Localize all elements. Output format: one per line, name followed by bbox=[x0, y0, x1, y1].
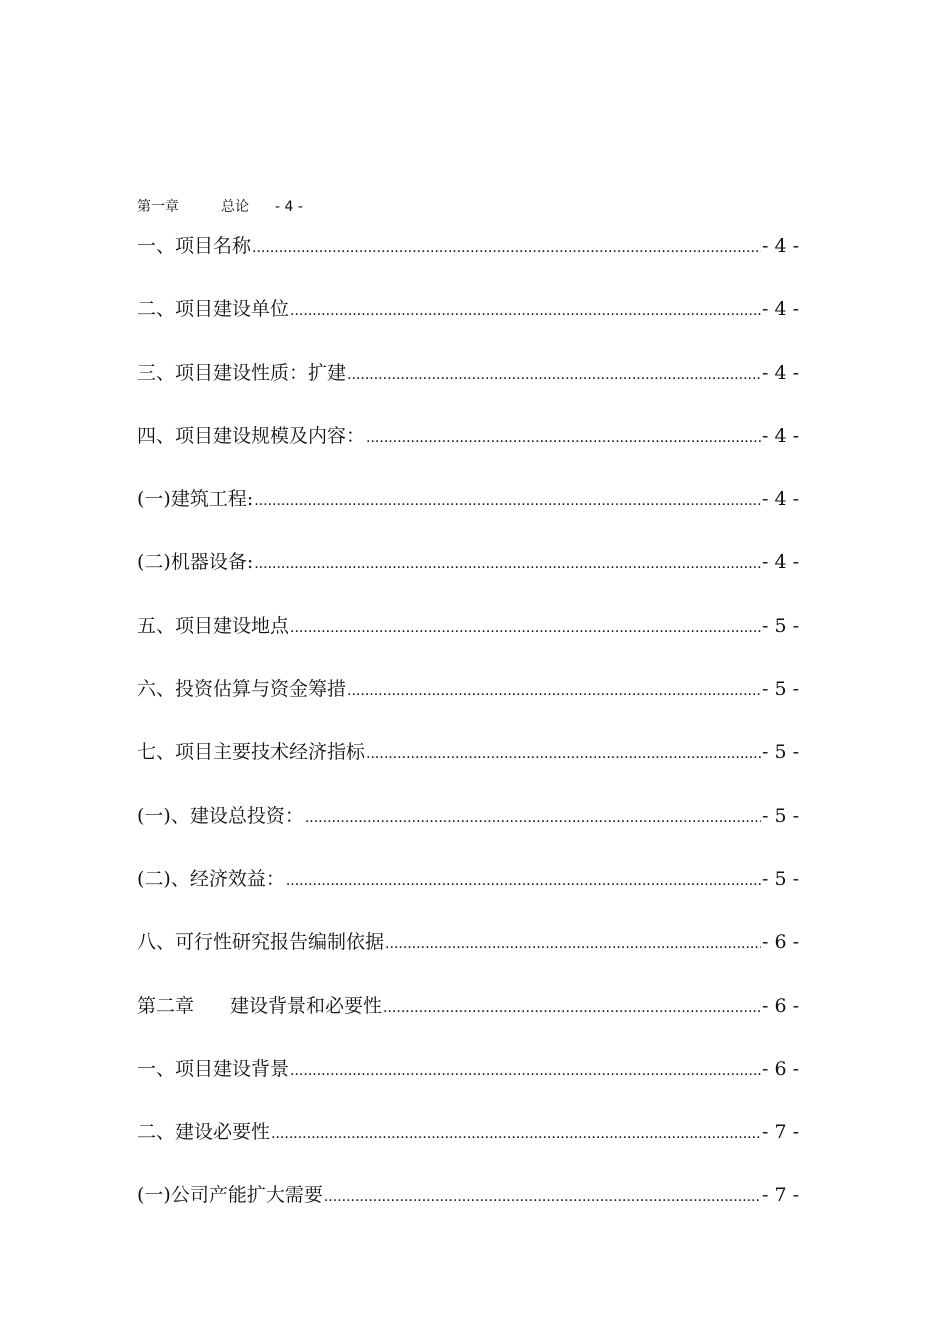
toc-entry-label: (二)、经济效益： bbox=[137, 867, 285, 890]
dot-leader bbox=[271, 1116, 761, 1152]
toc-entry[interactable] bbox=[137, 418, 799, 481]
toc-entry-label: 二、项目建设单位 bbox=[137, 298, 290, 321]
toc-entry-label: 四、项目建设规模及内容： bbox=[137, 424, 366, 447]
toc-entry-label: 一、项目名称 bbox=[137, 235, 252, 257]
chapter-page-number: - 4 - bbox=[275, 199, 303, 215]
chapter-title: 总论 bbox=[221, 199, 249, 215]
toc-entry-page: - 4 - bbox=[761, 551, 799, 574]
dot-leader bbox=[366, 736, 761, 772]
toc-entry[interactable] bbox=[137, 608, 799, 671]
toc-entry-page: - 4 - bbox=[761, 424, 799, 447]
toc-entry-label: (一)建筑工程: bbox=[137, 488, 254, 511]
dot-leader bbox=[324, 1179, 761, 1215]
toc-entry[interactable] bbox=[137, 1051, 799, 1114]
toc-entry-label: 八、可行性研究报告编制依据 bbox=[137, 931, 385, 954]
dot-leader bbox=[305, 800, 761, 836]
toc-entry-label: 六、投资估算与资金筹措 bbox=[137, 678, 347, 701]
toc-entry[interactable] bbox=[137, 1114, 799, 1177]
toc-entry-page: - 6 - bbox=[761, 994, 799, 1017]
dot-leader bbox=[366, 420, 761, 456]
toc-entry-page: - 5 - bbox=[761, 867, 799, 890]
toc-entry[interactable] bbox=[137, 544, 799, 607]
toc-entry-page: - 5 - bbox=[761, 804, 799, 827]
toc-entry-page: - 4 - bbox=[761, 235, 799, 257]
dot-leader bbox=[385, 926, 761, 962]
dot-leader bbox=[290, 1053, 761, 1089]
toc-entry-page: - 4 - bbox=[761, 361, 799, 384]
toc-entry-label: 二、建设必要性 bbox=[137, 1121, 271, 1144]
dot-leader bbox=[254, 483, 761, 519]
toc-entry-page: - 6 - bbox=[761, 1057, 799, 1080]
dot-leader bbox=[290, 610, 761, 646]
dot-leader bbox=[252, 230, 761, 266]
toc-entry[interactable] bbox=[137, 481, 799, 544]
chapter-one-heading bbox=[137, 196, 303, 218]
toc-entry[interactable] bbox=[137, 228, 799, 291]
toc-entry-page: - 4 - bbox=[761, 298, 799, 321]
toc-entry[interactable] bbox=[137, 291, 799, 354]
dot-leader bbox=[383, 990, 761, 1026]
toc-entry-page: - 7 - bbox=[761, 1121, 799, 1144]
toc-entry-page: - 5 - bbox=[761, 614, 799, 637]
toc-entry[interactable] bbox=[137, 1177, 799, 1240]
toc-entry-page: - 7 - bbox=[761, 1184, 799, 1207]
chapter-number: 第一章 bbox=[137, 199, 179, 215]
toc-entry-label: 七、项目主要技术经济指标 bbox=[137, 741, 366, 764]
toc-entry-page: - 4 - bbox=[761, 488, 799, 511]
chapter-two-number: 第二章 bbox=[137, 994, 195, 1017]
toc-entry-label: (一)、建设总投资： bbox=[137, 804, 304, 827]
dot-leader bbox=[347, 673, 761, 709]
toc-entry[interactable] bbox=[137, 671, 799, 734]
toc-entry-label: 一、项目建设背景 bbox=[137, 1057, 290, 1080]
chapter-two-title: 建设背景和必要性 bbox=[230, 994, 383, 1017]
dot-leader bbox=[254, 546, 761, 582]
toc-entry-label: 五、项目建设地点 bbox=[137, 614, 290, 637]
toc-entry[interactable] bbox=[137, 861, 799, 924]
toc-entry[interactable] bbox=[137, 924, 799, 987]
toc-entry-label bbox=[137, 988, 382, 1024]
toc-entry-label: (二)机器设备: bbox=[137, 551, 254, 574]
toc-entry-page: - 5 - bbox=[761, 678, 799, 701]
dot-leader bbox=[347, 357, 761, 393]
dot-leader bbox=[290, 293, 761, 329]
toc-entry-page: - 6 - bbox=[761, 931, 799, 954]
dot-leader bbox=[286, 863, 761, 899]
toc-entry[interactable] bbox=[137, 355, 799, 418]
toc-entry-label: (一)公司产能扩大需要 bbox=[137, 1184, 323, 1207]
table-of-contents bbox=[137, 228, 799, 1241]
toc-entry[interactable] bbox=[137, 734, 799, 797]
toc-entry-chapter-two[interactable] bbox=[137, 988, 799, 1051]
toc-entry-page: - 5 - bbox=[761, 741, 799, 764]
toc-entry[interactable] bbox=[137, 798, 799, 861]
toc-entry-label: 三、项目建设性质：扩建 bbox=[137, 361, 347, 384]
